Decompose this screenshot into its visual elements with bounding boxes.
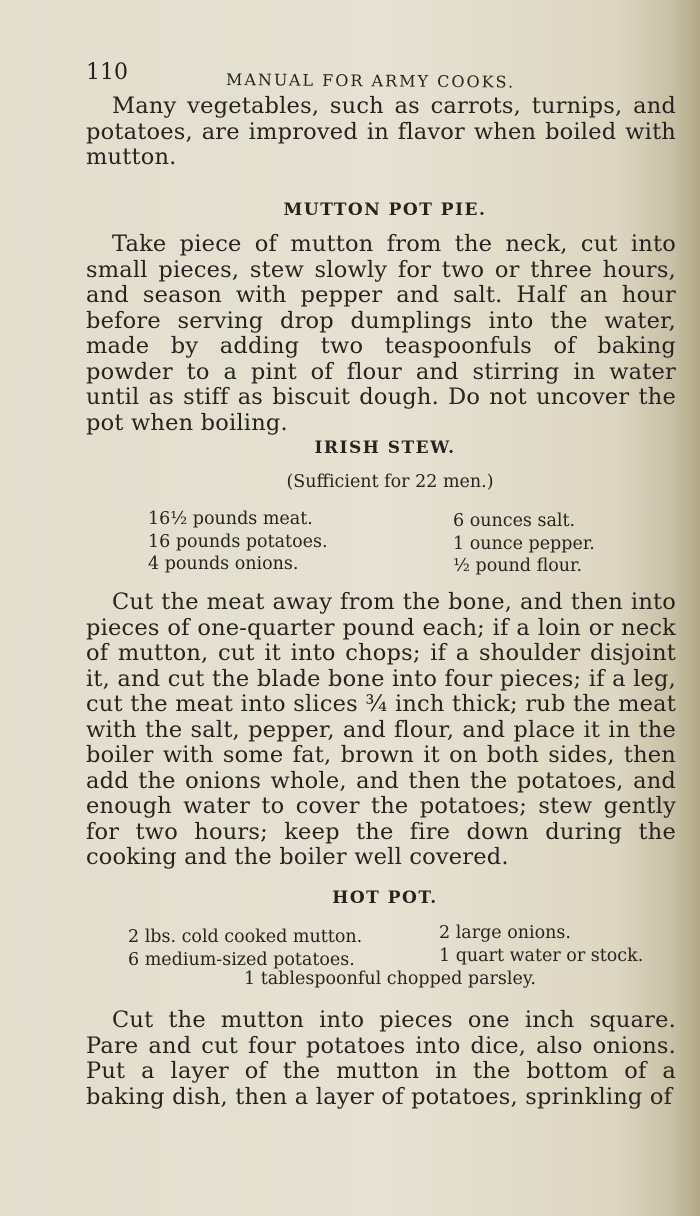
hot-pot-ingredient-center: 1 tablespoonful chopped parsley. [244,969,536,989]
ingredient-item: 2 large onions. [439,923,571,943]
hot-pot-ingredients-left [128,926,362,971]
ingredient-item: 6 medium-sized potatoes. [128,949,355,970]
ingredient-item: 6 ounces salt. [453,511,576,531]
irish-stew-heading: IRISH STEW. [314,438,456,458]
mutton-pot-pie-heading: MUTTON POT PIE. [283,200,487,220]
irish-stew-servings-note: (Sufficient for 22 men.) [286,472,494,492]
ingredient-item: ½ pound flour. [453,556,583,576]
mutton-pot-pie-paragraph: Take piece of mutton from the neck, cut into small pieces, stew slowly for two or three hours, and season with pepper and salt. Half an hour before serving drop dumplings into the water, made by adding two teaspoonfuls of baking powder to a pint of flour and stirring in water until as stiff as biscuit dough. Do not uncover the pot when boiling. [86,231,676,436]
hot-pot-ingredients-right [439,922,643,967]
intro-paragraph: Many vegetables, such as carrots, turnips, and potatoes, are improved in flavor when boiled with mutton. [86,93,676,170]
irish-stew-ingredients-left [148,508,328,576]
hot-pot-heading: HOT POT. [332,888,438,908]
running-head: MANUAL FOR ARMY COOKS. [225,70,516,92]
ingredient-item: 4 pounds onions. [148,554,299,574]
ingredient-item: 16 pounds potatoes. [148,531,328,552]
page-number: 110 [86,60,128,85]
ingredient-item: 1 ounce pepper. [453,533,595,554]
ingredient-item: 2 lbs. cold cooked mutton. [128,927,363,947]
irish-stew-paragraph: Cut the meat away from the bone, and then into pieces of one-quarter pound each; if a loin or neck of mutton, cut it into chops; if a shoulder disjoint it, and cut the blade bone into four pieces; if a leg, cut the meat into slices ¾ inch thick; rub the meat with the salt, pepper, and flour, and place it in the boiler with some fat, brown it on both sides, then add the onions whole, and then the potatoes, and enough water to cover the potatoes; stew gently for two hours; keep the fire down during the cooking and the boiler well covered. [86,589,676,870]
hot-pot-paragraph: Cut the mutton into pieces one inch square. Pare and cut four potatoes into dice, also onions. Put a layer of the mutton in the bottom of a baking dish, then a layer of potatoes, sprinkling of [86,1007,676,1110]
ingredient-item: 1 quart water or stock. [439,945,644,966]
ingredient-item: 16½ pounds meat. [148,509,313,529]
irish-stew-ingredients-right [453,510,595,578]
